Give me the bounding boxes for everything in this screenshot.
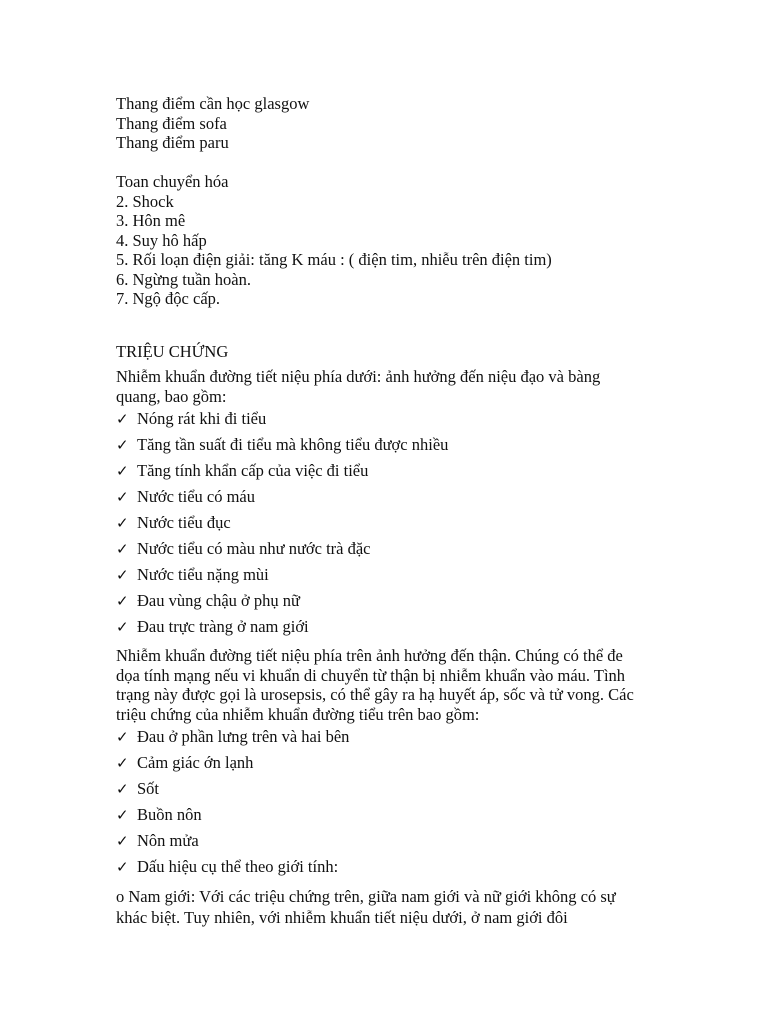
upper-uti-list bbox=[116, 724, 656, 880]
emergency-item: 3. Hôn mê bbox=[116, 211, 186, 230]
checkmark-icon: ✓ bbox=[116, 514, 129, 532]
lower-uti-intro: Nhiễm khuẩn đường tiết niệu phía dưới: ảnh hưởng đến niệu đạo và bàng quang, bao gồm: bbox=[116, 367, 601, 406]
checkmark-icon: ✓ bbox=[116, 592, 129, 610]
list-item-text: Cảm giác ớn lạnh bbox=[137, 753, 254, 772]
checkmark-icon: ✓ bbox=[116, 618, 129, 636]
list-item-text: Nước tiểu nặng mùi bbox=[137, 565, 269, 584]
list-item bbox=[116, 536, 656, 562]
emergency-item: 6. Ngừng tuần hoàn. bbox=[116, 269, 251, 289]
list-item bbox=[116, 614, 656, 640]
checkmark-icon: ✓ bbox=[116, 488, 129, 506]
gender-note: o Nam giới: Với các triệu chứng trên, giữa nam giới và nữ giới không có sự khác biệt. Tuy nhiên, với nhiễm khuẩn tiết niệu dưới, ở nam giới đôi bbox=[116, 887, 616, 927]
list-item-text: Nôn mửa bbox=[137, 831, 199, 850]
symptoms-heading: TRIỆU CHỨNG bbox=[116, 341, 229, 361]
list-item-text: Sốt bbox=[137, 779, 160, 798]
upper-uti-intro: Nhiễm khuẩn đường tiết niệu phía trên ảnh hưởng đến thận. Chúng có thể đe dọa tính mạng nếu vi khuẩn di chuyển từ thận bị nhiễm khuẩn vào máu. Tình trạng này được gọi là urosepsis, có thể gây ra hạ huyết áp, sốc và tử vong. Các triệu chứng của nhiễm khuẩn đường tiểu trên bao gồm: bbox=[116, 646, 634, 724]
list-item bbox=[116, 484, 656, 510]
emergency-list bbox=[116, 172, 656, 309]
list-item bbox=[116, 854, 656, 880]
list-item bbox=[116, 828, 656, 854]
emergency-item: 4. Suy hô hấp bbox=[116, 230, 207, 250]
list-item-text: Đau trực tràng ở nam giới bbox=[137, 617, 309, 636]
checkmark-icon: ✓ bbox=[116, 754, 129, 772]
list-item-text: Tăng tần suất đi tiểu mà không tiểu được nhiều bbox=[137, 435, 449, 454]
checkmark-icon: ✓ bbox=[116, 832, 129, 850]
emergency-item: 5. Rối loạn điện giải: tăng K máu : ( điện tim, nhiễu trên điện tim) bbox=[116, 250, 552, 269]
list-item bbox=[116, 724, 656, 750]
checkmark-icon: ✓ bbox=[116, 858, 129, 876]
checkmark-icon: ✓ bbox=[116, 436, 129, 454]
checkmark-icon: ✓ bbox=[116, 462, 129, 480]
list-item bbox=[116, 562, 656, 588]
list-item-text: Nóng rát khi đi tiểu bbox=[137, 409, 267, 428]
checkmark-icon: ✓ bbox=[116, 728, 129, 746]
emergency-item: Toan chuyển hóa bbox=[116, 172, 229, 191]
score-line: Thang điểm paru bbox=[116, 133, 229, 152]
list-item bbox=[116, 458, 656, 484]
list-item bbox=[116, 432, 656, 458]
list-item bbox=[116, 776, 656, 802]
list-item-text: Nước tiểu đục bbox=[137, 513, 231, 532]
list-item-text: Nước tiểu có máu bbox=[137, 487, 256, 506]
list-item bbox=[116, 510, 656, 536]
list-item-text: Đau vùng chậu ở phụ nữ bbox=[137, 591, 300, 610]
list-item-text: Đau ở phần lưng trên và hai bên bbox=[137, 727, 350, 746]
list-item-text: Buồn nôn bbox=[137, 805, 202, 824]
checkmark-icon: ✓ bbox=[116, 410, 129, 428]
checkmark-icon: ✓ bbox=[116, 566, 129, 584]
checkmark-icon: ✓ bbox=[116, 540, 129, 558]
list-item-text: Dấu hiệu cụ thể theo giới tính: bbox=[137, 857, 339, 876]
score-line: Thang điểm sofa bbox=[116, 113, 227, 133]
list-item bbox=[116, 802, 656, 828]
checkmark-icon: ✓ bbox=[116, 780, 129, 798]
list-item bbox=[116, 588, 656, 614]
list-item bbox=[116, 750, 656, 776]
lower-uti-list bbox=[116, 406, 656, 640]
score-line: Thang điểm cần học glasgow bbox=[116, 94, 310, 113]
list-item-text: Tăng tính khẩn cấp của việc đi tiểu bbox=[137, 461, 369, 480]
checkmark-icon: ✓ bbox=[116, 806, 129, 824]
list-item bbox=[116, 406, 656, 432]
list-item-text: Nước tiểu có màu như nước trà đặc bbox=[137, 539, 371, 558]
scores-block bbox=[116, 94, 656, 153]
emergency-item: 2. Shock bbox=[116, 191, 174, 211]
emergency-item: 7. Ngộ độc cấp. bbox=[116, 289, 221, 308]
document-page bbox=[116, 94, 656, 928]
